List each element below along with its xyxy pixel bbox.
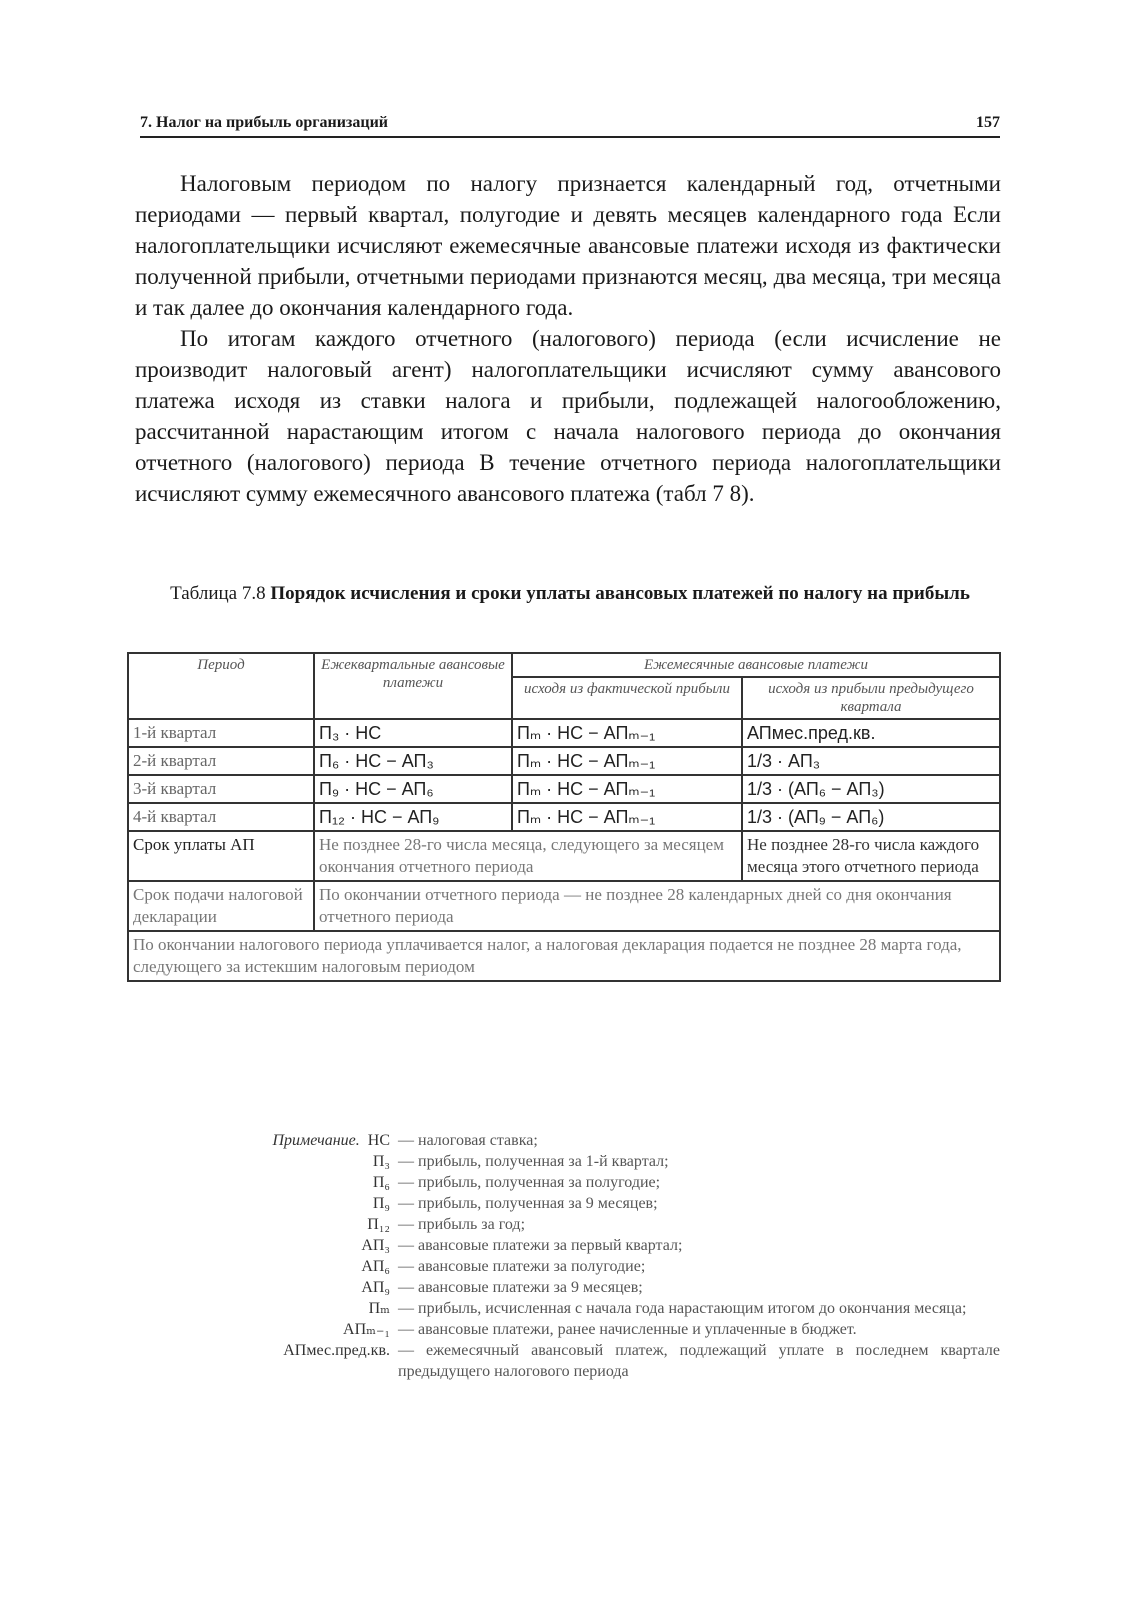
note-text: — авансовые платежи за полугодие; <box>398 1258 646 1275</box>
cell-period: 3-й квартал <box>128 775 314 803</box>
table-row <box>128 803 1000 831</box>
cell-period: 2-й квартал <box>128 747 314 775</box>
note-text: — авансовые платежи за первый квартал; <box>398 1237 683 1254</box>
note-text: — прибыль, полученная за 9 месяцев; <box>398 1195 658 1212</box>
cell-actual: Пₘ · НС − АПₘ₋₁ <box>512 803 742 831</box>
cell-actual: Пₘ · НС − АПₘ₋₁ <box>512 719 742 747</box>
declaration-deadline-row <box>128 881 1000 931</box>
header-monthly-prev: исходя из прибыли предыдущего квартала <box>742 677 1000 719</box>
cell-period: 1-й квартал <box>128 719 314 747</box>
paragraph: По итогам каждого отчетного (налогового) периода (если исчисление не производит налоговый агент) налогоплательщики исчисляют сумму авансового платежа исходя из ставки налога и прибыли, подлежащей налогообложению, рассчитанной нарастающим итогом с начала налогового периода до окончания отчетного (налогового) периода В течение отчетного периода налогоплательщики исчисляют сумму ежемесячного авансового платежа (табл 7 8). <box>135 326 1001 506</box>
cell-prev: 1/3 · (АП₉ − АП₆) <box>742 803 1000 831</box>
cell-prev: АПмес.пред.кв. <box>742 719 1000 747</box>
header-monthly: Ежемесячные авансовые платежи <box>512 653 1000 677</box>
note-item <box>180 1277 1000 1298</box>
note-item <box>180 1151 1000 1172</box>
cell-actual: Пₘ · НС − АПₘ₋₁ <box>512 747 742 775</box>
note-item <box>180 1298 1000 1319</box>
cell-quarterly: П₁₂ · НС − АП₉ <box>314 803 512 831</box>
cell-prev: 1/3 · (АП₆ − АП₃) <box>742 775 1000 803</box>
cell-quarterly: П₉ · НС − АП₆ <box>314 775 512 803</box>
note-item <box>180 1235 1000 1256</box>
note-text: — прибыль, полученная за 1-й квартал; <box>398 1153 669 1170</box>
note-text: — прибыль за год; <box>398 1216 526 1233</box>
advance-payments-table <box>127 652 1001 982</box>
payment-deadline-row <box>128 831 1000 881</box>
note-text: — налоговая ставка; <box>398 1132 538 1149</box>
note-symbol: АП₉ <box>361 1279 390 1296</box>
note-item <box>180 1340 1000 1382</box>
cell-prev: 1/3 · АП₃ <box>742 747 1000 775</box>
paragraph: Налоговым периодом по налогу признается календарный год, отчетными периодами — первый квартал, полугодие и девять месяцев календарного года Если налогоплательщики исчисляют ежемесячные авансовые платежи исходя из фактически полученной прибыли, отчетными периодами признаются месяц, два месяца, три месяца и так далее до окончания календарного года. <box>135 171 1001 320</box>
cell-payment-label: Срок уплаты АП <box>128 831 314 881</box>
note-text: — ежемесячный авансовый платеж, подлежащий уплате в последнем квартале предыдущего налогового периода <box>398 1342 1000 1380</box>
cell-footer: По окончании налогового периода уплачивается налог, а налоговая декларация подается не позднее 28 марта года, следующего за истекшим налоговым периодом <box>128 931 1000 981</box>
cell-quarterly: П₆ · НС − АП₃ <box>314 747 512 775</box>
header-period: Период <box>128 653 314 719</box>
cell-declaration-label: Срок подачи налоговой декларации <box>128 881 314 931</box>
note-symbol: П₃ <box>372 1153 390 1170</box>
notes-intro: Примечание. <box>272 1132 360 1149</box>
header-quarterly: Ежеквартальные авансовые платежи <box>314 653 512 719</box>
table-row <box>128 747 1000 775</box>
note-symbol: Пₘ <box>368 1300 390 1317</box>
table-row <box>128 719 1000 747</box>
note-symbol: НС <box>367 1132 390 1149</box>
note-text: — авансовые платежи, ранее начисленные и уплаченные в бюджет. <box>398 1321 857 1338</box>
running-head <box>140 114 1000 138</box>
cell-actual: Пₘ · НС − АПₘ₋₁ <box>512 775 742 803</box>
note-item <box>180 1172 1000 1193</box>
note-symbol: АП₆ <box>361 1258 390 1275</box>
cell-period: 4-й квартал <box>128 803 314 831</box>
cell-payment-right: Не позднее 28-го числа каждого месяца этого отчетного периода <box>742 831 1000 881</box>
footer-row <box>128 931 1000 981</box>
note-item <box>180 1193 1000 1214</box>
note-symbol: АПₘ₋₁ <box>343 1321 390 1338</box>
table-caption <box>130 582 1010 606</box>
chapter-title: 7. Налог на прибыль организаций <box>140 114 388 131</box>
table-number: Таблица 7.8 <box>170 583 266 604</box>
note-item <box>180 1214 1000 1235</box>
note-symbol: П₆ <box>372 1174 390 1191</box>
header-monthly-actual: исходя из фактической прибыли <box>512 677 742 719</box>
note-text: — прибыль, исчисленная с начала года нарастающим итогом до окончания месяца; <box>398 1300 967 1317</box>
note-symbol: АПмес.пред.кв. <box>283 1342 390 1359</box>
body-text <box>135 168 1001 509</box>
notes <box>180 1130 1000 1382</box>
table-header-row <box>128 653 1000 677</box>
note-text: — прибыль, полученная за полугодие; <box>398 1174 661 1191</box>
cell-payment-left: Не позднее 28-го числа месяца, следующего за месяцем окончания отчетного периода <box>314 831 742 881</box>
table-row <box>128 775 1000 803</box>
note-text: — авансовые платежи за 9 месяцев; <box>398 1279 643 1296</box>
table-title: Порядок исчисления и сроки уплаты авансовых платежей по налогу на прибыль <box>270 583 970 604</box>
note-item <box>180 1256 1000 1277</box>
note-symbol: АП₃ <box>361 1237 390 1254</box>
note-item <box>180 1319 1000 1340</box>
cell-quarterly: П₃ · НС <box>314 719 512 747</box>
note-symbol: П₉ <box>372 1195 390 1212</box>
cell-declaration-text: По окончании отчетного периода — не позднее 28 календарных дней со дня окончания отчетного периода <box>314 881 1000 931</box>
page-number: 157 <box>976 114 1000 131</box>
note-item <box>180 1130 1000 1151</box>
note-symbol: П₁₂ <box>367 1216 390 1233</box>
